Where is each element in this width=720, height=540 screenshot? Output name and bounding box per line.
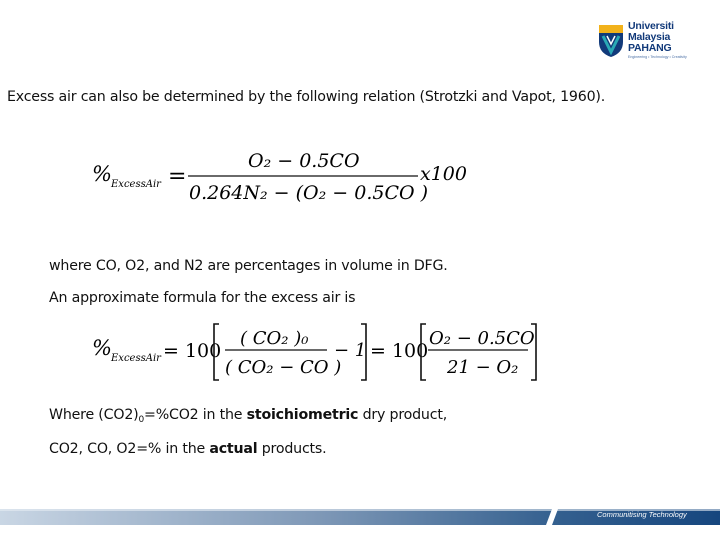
- intro-text: Excess air can also be determined by the following relation (Strotzki and Vapot, 1960).: [7, 89, 606, 105]
- eq2-percent: %: [92, 336, 112, 360]
- variables-note: where CO, O2, and N2 are percentages in volume in DFG.: [49, 258, 448, 274]
- eq2-frac1-numerator: ( CO₂ )₀: [240, 328, 309, 349]
- eq2-equals-100: = 100: [163, 340, 222, 362]
- eq2-equals-100-b: = 100: [370, 340, 429, 362]
- logo-tagline: Engineering • Technology • Creativity: [628, 55, 687, 59]
- university-logo: [598, 20, 688, 70]
- logo-line-1: Universiti: [628, 20, 674, 32]
- eq2-frac2-numerator: O₂ − 0.5CO: [429, 328, 535, 349]
- approximate-excess-air-equation: [90, 322, 540, 382]
- stoichiometric-definition: [49, 407, 447, 423]
- eq1-equals: =: [168, 164, 187, 189]
- def-subscript: 0: [138, 415, 145, 425]
- eq2-frac1-denominator: ( CO₂ − CO ): [225, 357, 342, 378]
- eq2-minus-one: − 1: [334, 340, 367, 361]
- shield-logo-icon: [598, 24, 624, 58]
- def-mid: =%CO2 in the: [144, 407, 247, 423]
- def-bold: stoichiometric: [246, 407, 359, 423]
- eq1-percent: %: [92, 162, 112, 186]
- eq2-subscript: ExcessAir: [111, 353, 161, 364]
- eq2-frac2-denominator: 21 − O₂: [447, 357, 519, 378]
- prod-post: products.: [257, 441, 327, 457]
- prod-bold: actual: [209, 441, 258, 457]
- logo-line-2: Malaysia: [628, 31, 671, 43]
- excess-air-equation: [90, 148, 470, 208]
- eq1-denominator: 0.264N₂ − (O₂ − 0.5CO ): [189, 182, 429, 204]
- actual-products-definition: [49, 441, 326, 457]
- eq1-subscript: ExcessAir: [111, 179, 161, 190]
- approx-intro: An approximate formula for the excess air is: [49, 290, 356, 306]
- prod-pre: CO2, CO, O2=% in the: [49, 441, 210, 457]
- logo-line-3: PAHANG: [628, 42, 672, 54]
- eq1-numerator: O₂ − 0.5CO: [248, 150, 360, 172]
- footer-slogan: Communitising Technology: [597, 510, 687, 519]
- def-post: dry product,: [358, 407, 447, 423]
- def-pre: Where (CO2): [49, 407, 139, 423]
- eq1-multiplier: x100: [420, 163, 467, 185]
